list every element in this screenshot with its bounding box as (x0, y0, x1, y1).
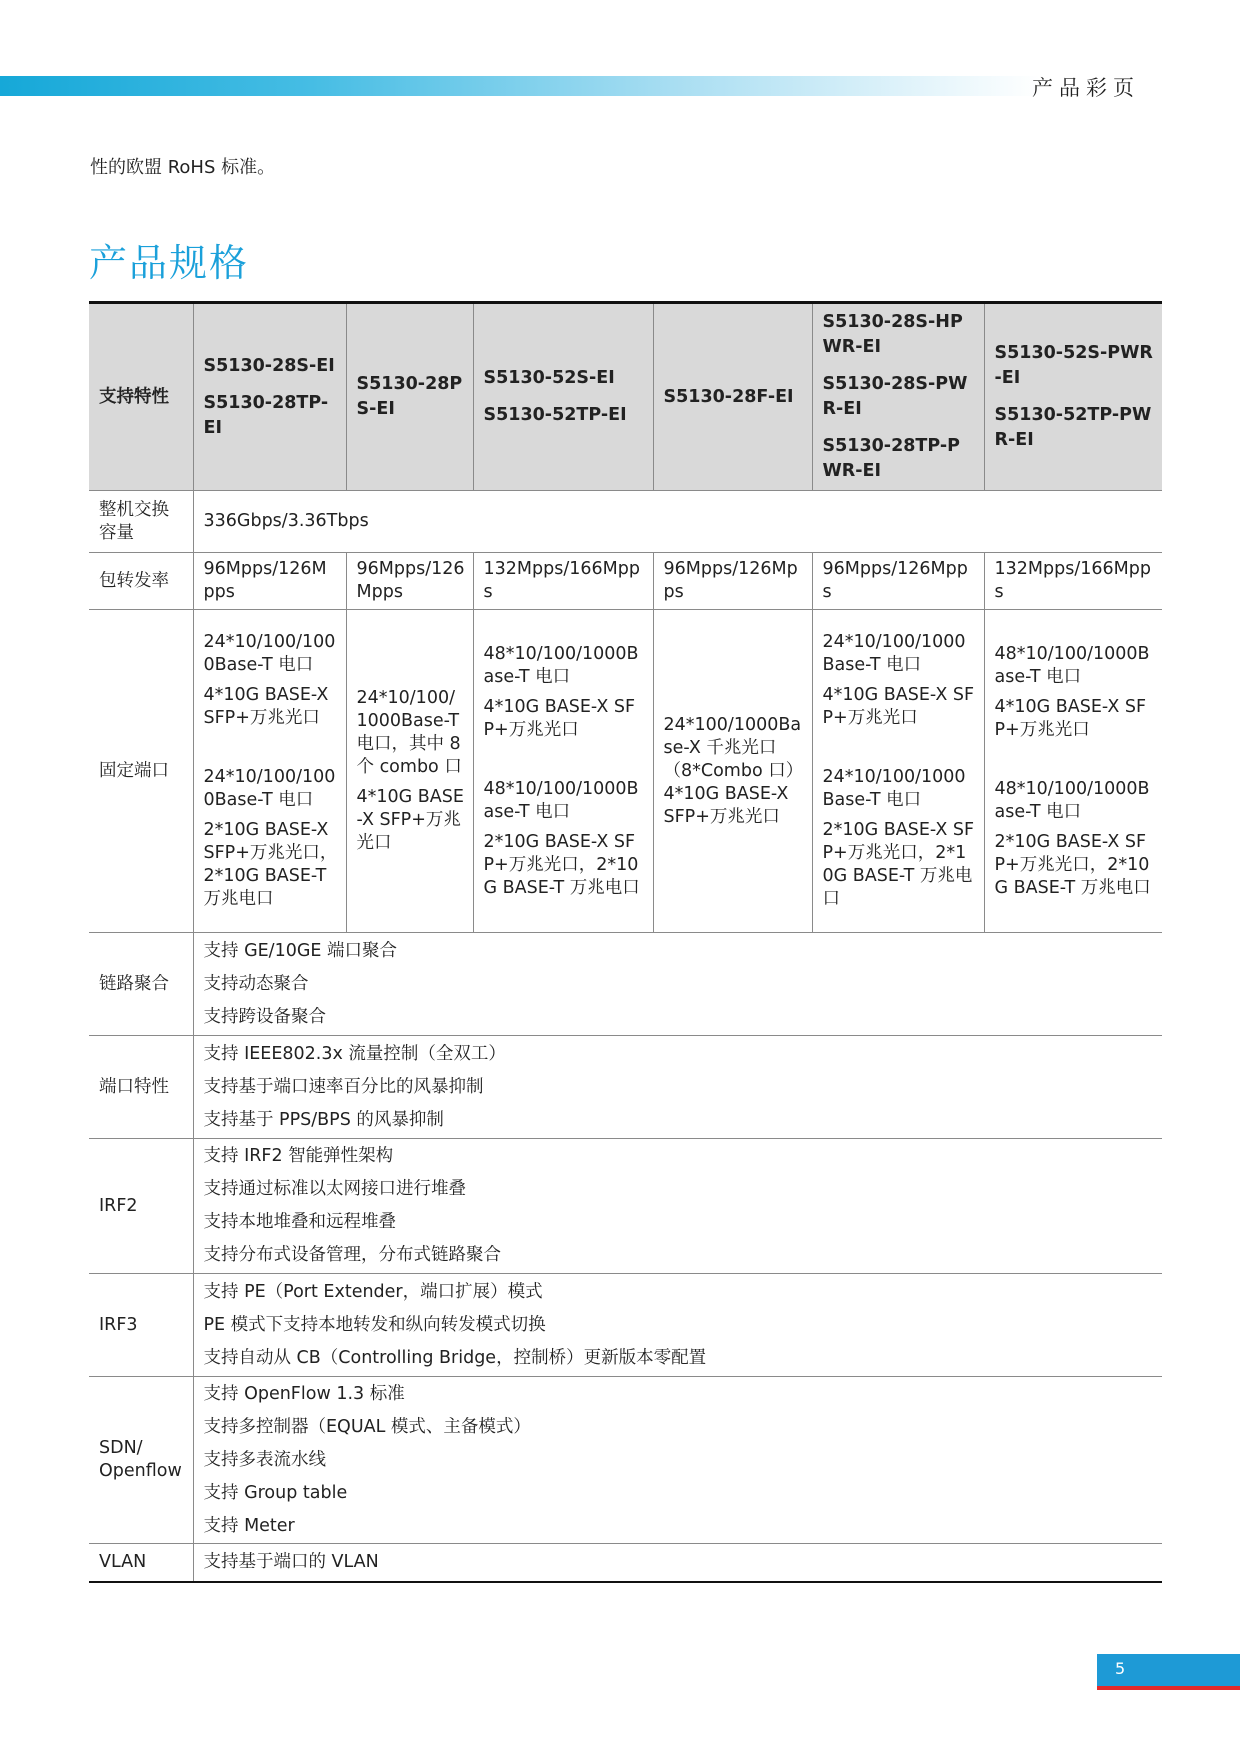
header-label: 产品彩页 (1032, 76, 1140, 100)
ports-col-3: 48*10/100/1000Base-T 电口 4*10G BASE-X SFP+万兆光口 48*10/100/1000Base-T 电口 2*10G BASE-X SFP+万兆光口，2*10G BASE-T 万兆电口 (473, 610, 653, 933)
row-label: IRF2 (89, 1139, 193, 1274)
table-row-irf2 (89, 1139, 1162, 1274)
sdn-features: 支持 OpenFlow 1.3 标准 支持多控制器（EQUAL 模式、主备模式） 支持多表流水线 支持 Group table 支持 Meter (193, 1377, 1162, 1544)
irf3-features: 支持 PE（Port Extender，端口扩展）模式 PE 模式下支持本地转发和纵向转发模式切换 支持自动从 CB（Controlling Bridge，控制桥）更新版本零配置 (193, 1274, 1162, 1377)
forwarding-value: 96Mpps/126Mpps (346, 553, 473, 610)
ports-col-1: 24*10/100/1000Base-T 电口 4*10G BASE-X SFP+万兆光口 24*10/100/1000Base-T 电口 2*10G BASE-X SFP+万兆光口，2*10G BASE-T 万兆电口 (193, 610, 346, 933)
row-label: VLAN (89, 1544, 193, 1582)
row-label: 链路聚合 (89, 933, 193, 1036)
forwarding-value: 132Mpps/166Mpps (473, 553, 653, 610)
page-number-box (1097, 1654, 1240, 1690)
ports-col-4: 24*100/1000Base-X 千兆光口（8*Combo 口） 4*10G BASE-X SFP+万兆光口 (653, 610, 812, 933)
header-gradient-bar (0, 76, 1040, 96)
section-title: 产品规格 (89, 241, 250, 285)
table-row-ports (89, 610, 1162, 933)
forwarding-value: 96Mpps/126Mpps (193, 553, 346, 610)
table-header-row (89, 303, 1162, 491)
link-agg-features: 支持 GE/10GE 端口聚合 支持动态聚合 支持跨设备聚合 (193, 933, 1162, 1036)
intro-text: 性的欧盟 RoHS 标准。 (90, 157, 276, 178)
table-row-irf3 (89, 1274, 1162, 1377)
header-col-4: S5130-28F-EI (653, 303, 812, 491)
row-label: SDN/ Openflow (89, 1377, 193, 1544)
table-row-forwarding (89, 553, 1162, 610)
table-row-sdn (89, 1377, 1162, 1544)
switching-value: 336Gbps/3.36Tbps (193, 491, 1162, 553)
forwarding-value: 96Mpps/126Mpps (812, 553, 984, 610)
page-number: 5 (1115, 1659, 1126, 1678)
table-row-link-agg (89, 933, 1162, 1036)
spec-table (89, 301, 1162, 1583)
table-row-vlan (89, 1544, 1162, 1582)
row-label: 整机交换容量 (89, 491, 193, 553)
header-col-6: S5130-52S-PWR-EI S5130-52TP-PWR-EI (984, 303, 1162, 491)
row-label: 固定端口 (89, 610, 193, 933)
header-col-1: S5130-28S-EI S5130-28TP-EI (193, 303, 346, 491)
irf2-features: 支持 IRF2 智能弹性架构 支持通过标准以太网接口进行堆叠 支持本地堆叠和远程堆叠 支持分布式设备管理，分布式链路聚合 (193, 1139, 1162, 1274)
header-feature: 支持特性 (89, 303, 193, 491)
ports-col-5: 24*10/100/1000Base-T 电口 4*10G BASE-X SFP+万兆光口 24*10/100/1000Base-T 电口 2*10G BASE-X SFP+万兆光口，2*10G BASE-T 万兆电口 (812, 610, 984, 933)
forwarding-value: 132Mpps/166Mpps (984, 553, 1162, 610)
table-row-port-features (89, 1036, 1162, 1139)
row-label: 端口特性 (89, 1036, 193, 1139)
header-col-3: S5130-52S-EI S5130-52TP-EI (473, 303, 653, 491)
port-features-list: 支持 IEEE802.3x 流量控制（全双工） 支持基于端口速率百分比的风暴抑制 支持基于 PPS/BPS 的风暴抑制 (193, 1036, 1162, 1139)
ports-col-2: 24*10/100/1000Base-T 电口，其中 8 个 combo 口 4*10G BASE-X SFP+万兆光口 (346, 610, 473, 933)
row-label: IRF3 (89, 1274, 193, 1377)
ports-col-6: 48*10/100/1000Base-T 电口 4*10G BASE-X SFP+万兆光口 48*10/100/1000Base-T 电口 2*10G BASE-X SFP+万兆光口，2*10G BASE-T 万兆电口 (984, 610, 1162, 933)
vlan-value: 支持基于端口的 VLAN (193, 1544, 1162, 1582)
forwarding-value: 96Mpps/126Mpps (653, 553, 812, 610)
header-col-5: S5130-28S-HPWR-EI S5130-28S-PWR-EI S5130-28TP-PWR-EI (812, 303, 984, 491)
header-col-2: S5130-28PS-EI (346, 303, 473, 491)
table-row-switching (89, 491, 1162, 553)
row-label: 包转发率 (89, 553, 193, 610)
